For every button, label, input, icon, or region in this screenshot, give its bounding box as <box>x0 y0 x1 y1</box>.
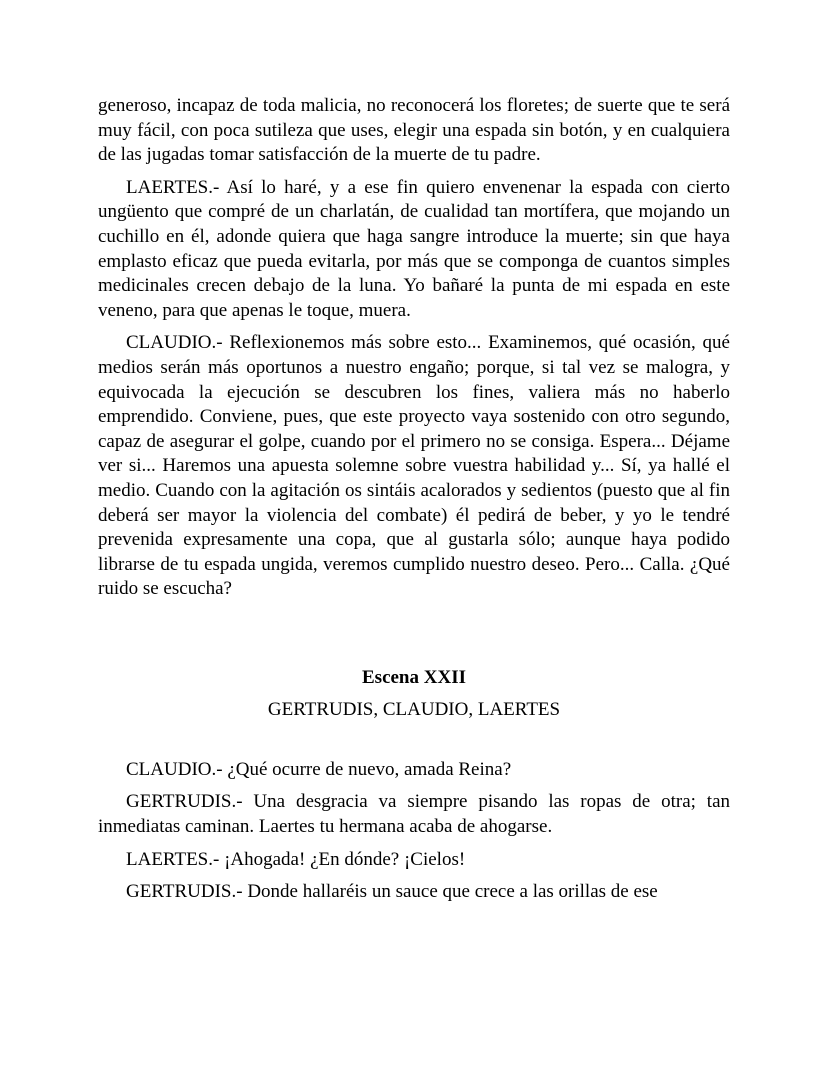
paragraph-claudio-question <box>98 758 730 783</box>
paragraph-claudio-speech <box>98 331 730 602</box>
speaker-label: CLAUDIO.- <box>126 332 223 354</box>
speaker-label: LAERTES.- <box>126 176 220 198</box>
paragraph-text: ¿Qué ocurre de nuevo, amada Reina? <box>222 758 512 780</box>
document-page <box>98 94 730 913</box>
speaker-label: CLAUDIO.- <box>126 758 223 780</box>
speaker-label: LAERTES.- <box>126 848 220 870</box>
speaker-label: GERTRUDIS.- <box>126 791 243 813</box>
paragraph-text: ¡Ahogada! ¿En dónde? ¡Cielos! <box>219 848 466 870</box>
paragraph-gertrudis-description <box>98 880 730 905</box>
paragraph-text: Una desgracia va siempre pisando las ropas de otra; tan inmediatas caminan. Laertes tu hermana acaba de ahogarse. <box>98 791 730 838</box>
paragraph-continuation <box>98 94 730 168</box>
paragraph-laertes-speech <box>98 176 730 324</box>
paragraph-text: Así lo haré, y a ese fin quiero envenenar la espada con cierto ungüento que compré de un charlatán, de cualidad tan mortífera, que mojando un cuchillo en él, adonde quiera que haga sangre introduce la muerte; sin que haya emplasto eficaz que pueda evitarla, por más que se componga de cuantos simples medicinales crecen debajo de la luna. Yo bañaré la punta de mi espada en este veneno, para que apenas le toque, muera. <box>98 176 730 321</box>
paragraph-text: generoso, incapaz de toda malicia, no reconocerá los floretes; de suerte que te será muy fácil, con poca sutileza que uses, elegir una espada sin botón, y en cualquiera de las jugadas tomar satisfacción de la muerte de tu padre. <box>98 95 730 166</box>
scene-characters: GERTRUDIS, CLAUDIO, LAERTES <box>267 698 561 720</box>
paragraph-gertrudis-news <box>98 790 730 839</box>
paragraph-text: Donde hallaréis un sauce que crece a las orillas de ese <box>242 881 658 903</box>
speaker-label: GERTRUDIS.- <box>126 881 243 903</box>
scene-spacer <box>98 610 730 666</box>
scene-title: Escena XXII <box>362 666 466 688</box>
paragraph-text: Reflexionemos más sobre esto... Examinemos, qué ocasión, qué medios serán más oportunos a nuestro engaño; porque, si tal vez se malogra, y equivocada la ejecución se descubren los fines, valiera más no haberlo emprendido. Conviene, pues, que este proyecto vaya sostenido con otro segundo, capaz de asegurar el golpe, cuando por el primero no se consiga. Espera... Déjame ver si... Haremos una apuesta solemne sobre vuestra habilidad y... Sí, ya hallé el medio. Cuando con la agitación os sintáis acalorados y sedientos (puesto que al fin deberá ser mayor la violencia del combate) él pedirá de beber, y yo le tendré prevenida expresamente una copa, que al gustarla sólo; aunque haya podido librarse de tu espada ungida, veremos cumplido nuestro deseo. Pero... Calla. ¿Qué ruido se escucha? <box>98 332 730 600</box>
paragraph-laertes-exclamation <box>98 848 730 873</box>
